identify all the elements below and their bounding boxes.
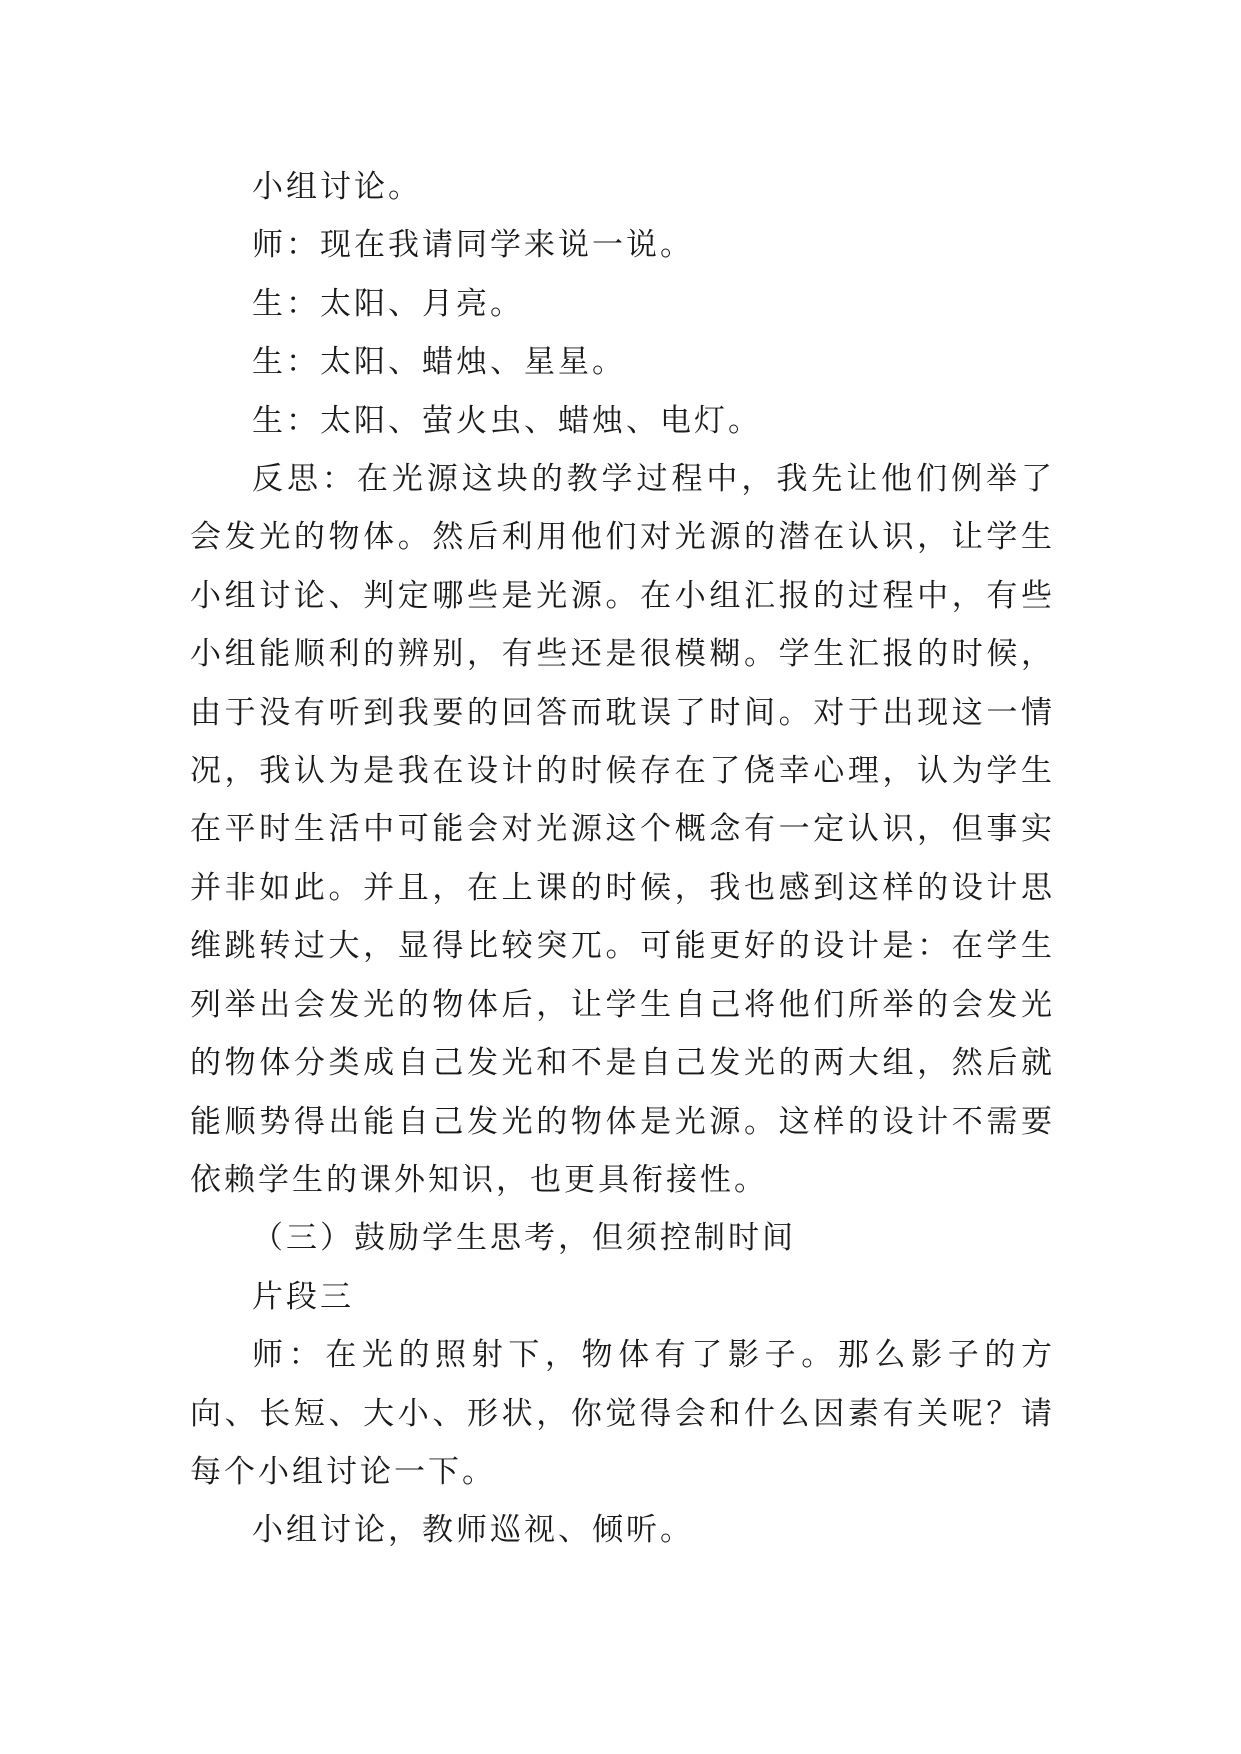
paragraph-teacher-prompt: 师：现在我请同学来说一说。 [252,227,694,264]
paragraph-student-answer-2: 生：太阳、蜡烛、星星。 [252,344,626,381]
section-heading-three: （三）鼓励学生思考，但须控制时间 [252,1220,796,1257]
paragraph-reflection: 反思：在光源这块的教学过程中，我先让他们例举了会发光的物体。然后利用他们对光源的潜在认识，让学生小组讨论、判定哪些是光源。在小组汇报的过程中，有些小组能顺利的辨别，有些还是很模糊。学生汇报的时候，由于没有听到我要的回答而耽误了时间。对于出现这一情况，我认为是我在设计的时候存在了侥幸心理，认为学生在平时生活中可能会对光源这个概念有一定认识，但事实并非如此。并且，在上课的时候，我也感到这样的设计思维跳转过大，显得比较突兀。可能更好的设计是：在学生列举出会发光的物体后，让学生自己将他们所举的会发光的物体分类成自己发光和不是自己发光的两大组，然后就能顺势得出能自己发光的物体是光源。这样的设计不需要依赖学生的课外知识，也更具衔接性。 [190,461,1055,1198]
paragraph-student-answer-3: 生：太阳、萤火虫、蜡烛、电灯。 [252,402,762,439]
paragraph-group-discussion: 小组讨论。 [252,169,422,205]
paragraph-student-answer-1: 生：太阳、月亮。 [252,285,524,322]
segment-title: 片段三 [252,1278,354,1315]
document-body [190,158,1055,1560]
paragraph-group-discussion-2: 小组讨论，教师巡视、倾听。 [252,1512,694,1549]
paragraph-teacher-question: 师：在光的照射下，物体有了影子。那么影子的方向、长短、大小、形状，你觉得会和什么因素有关呢？请每个小组讨论一下。 [190,1337,1055,1490]
